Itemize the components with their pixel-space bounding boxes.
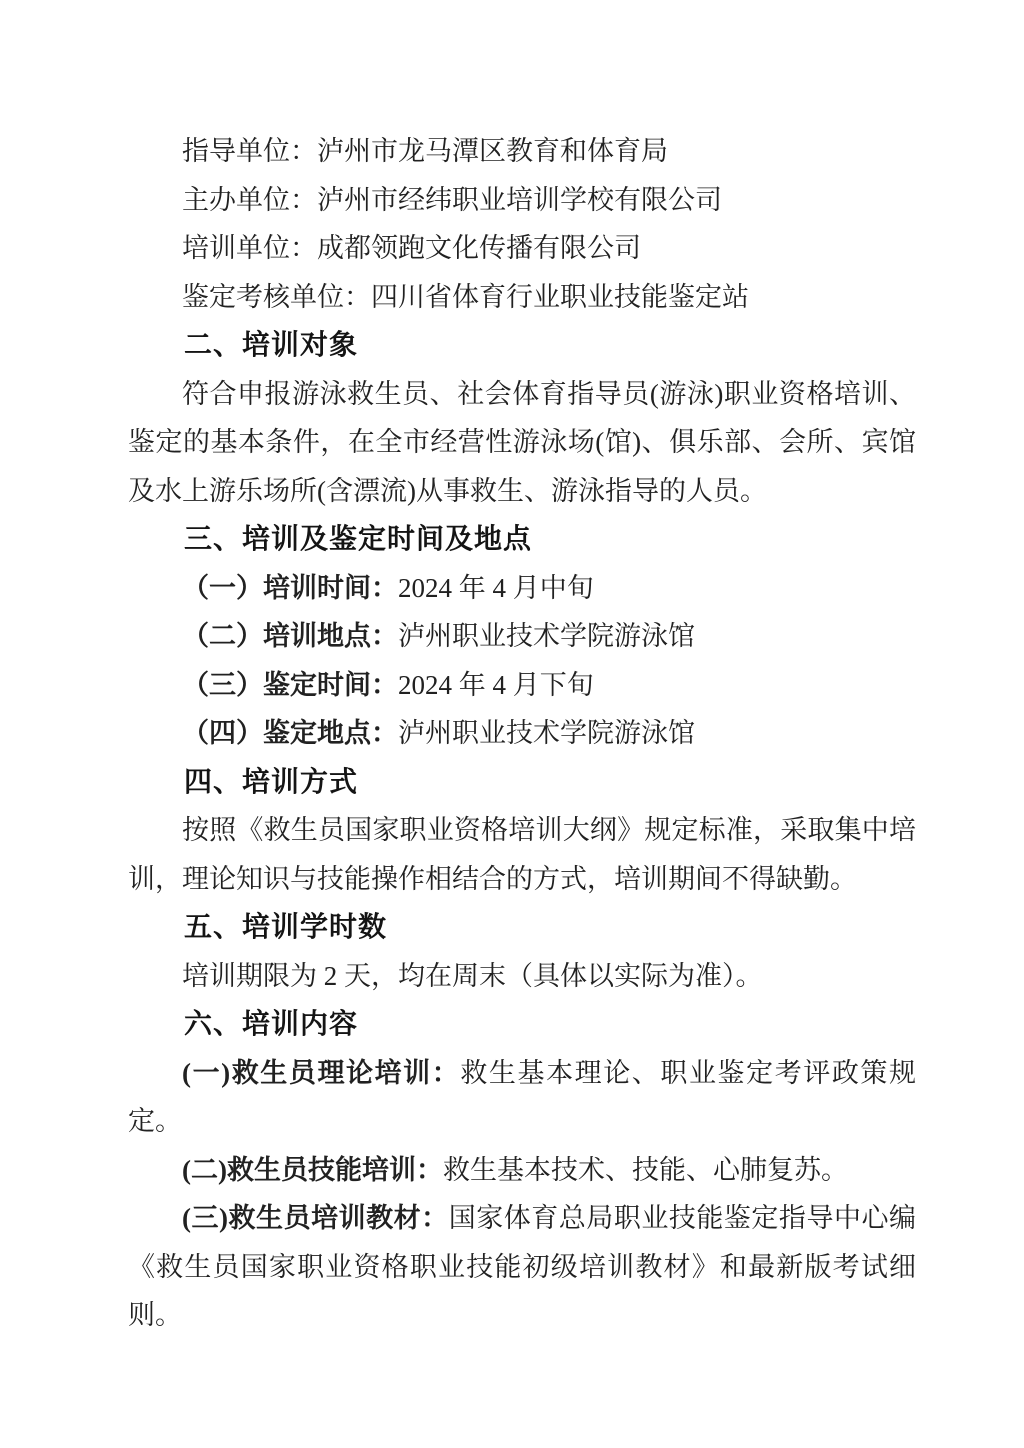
info-value: 泸州市经纬职业培训学校有限公司 (317, 184, 722, 215)
info-line (128, 176, 916, 225)
item-label: (一)救生员理论培训： (182, 1057, 461, 1088)
item-value: 2024 年 4 月中旬 (398, 572, 594, 603)
item-label: （一）培训时间： (182, 572, 398, 603)
info-line (128, 127, 916, 176)
item-value: 救生基本技术、技能、心肺复苏。 (442, 1154, 848, 1185)
item-value: 救生基本理论、职业鉴定考评政策规定。 (128, 1057, 917, 1136)
item-value: 泸州职业技术学院游泳馆 (398, 718, 695, 748)
section-heading: 六、培训内容 (184, 1008, 359, 1039)
section-heading: 五、培训学时数 (184, 911, 388, 942)
info-line (128, 224, 916, 273)
info-label: 鉴定考核单位： (182, 281, 371, 312)
info-value: 泸州市龙马潭区教育和体育局 (317, 136, 668, 166)
body-paragraph: 符合申报游泳救生员、社会体育指导员(游泳)职业资格培训、鉴定的基本条件，在全市经营性游泳场(馆)、俱乐部、会所、宾馆及水上游乐场所(含漂流)从事救生、游泳指导的人员。 (128, 378, 916, 506)
labeled-item (128, 612, 916, 661)
info-value: 成都领跑文化传播有限公司 (317, 233, 641, 263)
item-label: (二)救生员技能培训： (182, 1154, 443, 1185)
item-value: 国家体育总局职业技能鉴定指导中心编《救生员国家职业资格职业技能初级培训教材》和最新版考试细则。 (128, 1203, 917, 1330)
item-label: （四）鉴定地点： (182, 718, 398, 748)
item-label: （二）培训地点： (182, 621, 398, 651)
info-line (128, 273, 916, 322)
info-value: 四川省体育行业职业技能鉴定站 (371, 281, 749, 312)
item-value: 泸州职业技术学院游泳馆 (398, 621, 695, 651)
item-label: (三)救生员培训教材： (182, 1203, 449, 1233)
labeled-item (128, 709, 916, 758)
labeled-item (128, 564, 916, 613)
info-label: 主办单位： (182, 184, 317, 215)
labeled-item (128, 1049, 916, 1146)
labeled-item (128, 1146, 916, 1195)
labeled-item (128, 1194, 916, 1340)
labeled-item (128, 661, 916, 710)
item-label: （三）鉴定时间： (182, 669, 398, 700)
body-paragraph: 培训期限为 2 天，均在周末（具体以实际为准）。 (182, 960, 763, 991)
info-label: 指导单位： (182, 136, 317, 166)
section-heading: 二、培训对象 (184, 329, 359, 360)
document-body (128, 127, 916, 1340)
item-value: 2024 年 4 月下旬 (398, 669, 594, 700)
info-label: 培训单位： (182, 233, 317, 263)
section-heading: 四、培训方式 (184, 765, 359, 797)
section-heading: 三、培训及鉴定时间及地点 (184, 523, 533, 554)
body-paragraph: 按照《救生员国家职业资格培训大纲》规定标准，采取集中培训，理论知识与技能操作相结合的方式，培训期间不得缺勤。 (128, 815, 916, 894)
